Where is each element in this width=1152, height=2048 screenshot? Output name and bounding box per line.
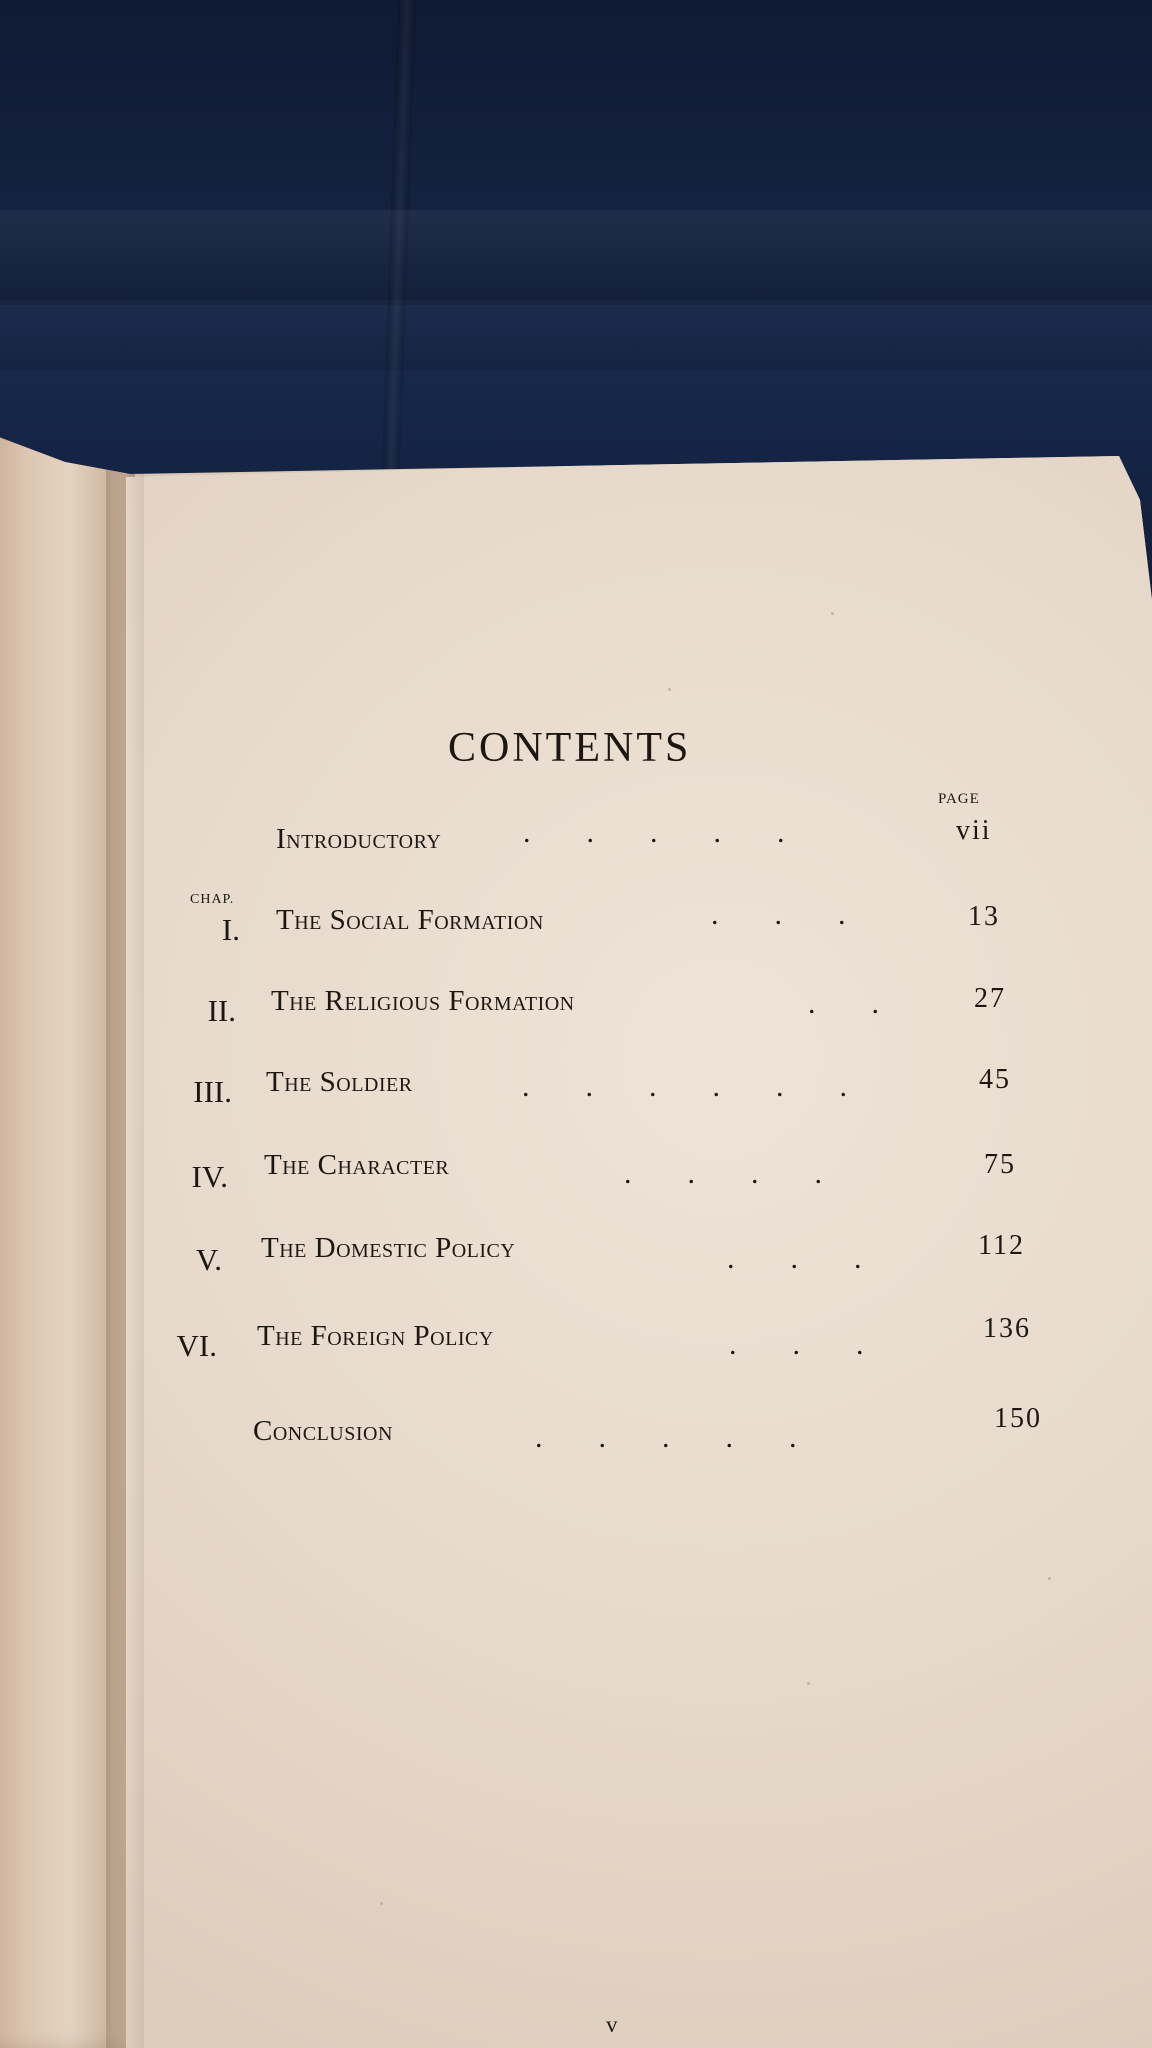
page-column-label: PAGE	[938, 791, 980, 807]
dot-leader: ...	[727, 1242, 918, 1275]
page-number: vii	[956, 815, 992, 846]
entry-title: Conclusion	[253, 1415, 393, 1447]
dot-leader: ......	[522, 1070, 903, 1103]
entry-title: The Domestic Policy	[261, 1232, 516, 1264]
entry-title: The Character	[264, 1149, 450, 1181]
entry-title: The Foreign Policy	[257, 1320, 494, 1352]
entry-title: The Social Formation	[276, 904, 544, 936]
chapter-number: VI.	[176, 1328, 217, 1363]
dot-leader: ..	[808, 987, 935, 1020]
chapter-number: IV.	[191, 1159, 228, 1194]
dot-leader: ....	[624, 1157, 878, 1190]
page-number: 27	[974, 983, 1006, 1014]
contents-heading: CONTENTS	[448, 725, 692, 771]
page-number: 75	[984, 1149, 1016, 1180]
page-number: 150	[994, 1403, 1042, 1434]
page-number: 112	[978, 1230, 1025, 1261]
page-number: 136	[983, 1313, 1031, 1344]
dot-leader: ...	[711, 898, 902, 931]
entry-title: Introductory	[276, 823, 442, 855]
chapter-number: I.	[221, 912, 240, 947]
chapter-number: II.	[207, 993, 236, 1028]
page-number-footer: v	[606, 2012, 618, 2037]
chapter-column-label: CHAP.	[190, 892, 235, 907]
chapter-number: III.	[193, 1074, 232, 1109]
page-number: 45	[979, 1064, 1011, 1095]
entry-title: The Soldier	[266, 1066, 413, 1098]
dot-leader: .....	[535, 1421, 853, 1454]
dot-leader: .....	[523, 816, 841, 849]
dot-leader: ...	[729, 1328, 920, 1361]
page-number: 13	[968, 901, 1000, 932]
entry-title: The Religious Formation	[271, 985, 575, 1017]
chapter-number: V.	[195, 1242, 222, 1277]
